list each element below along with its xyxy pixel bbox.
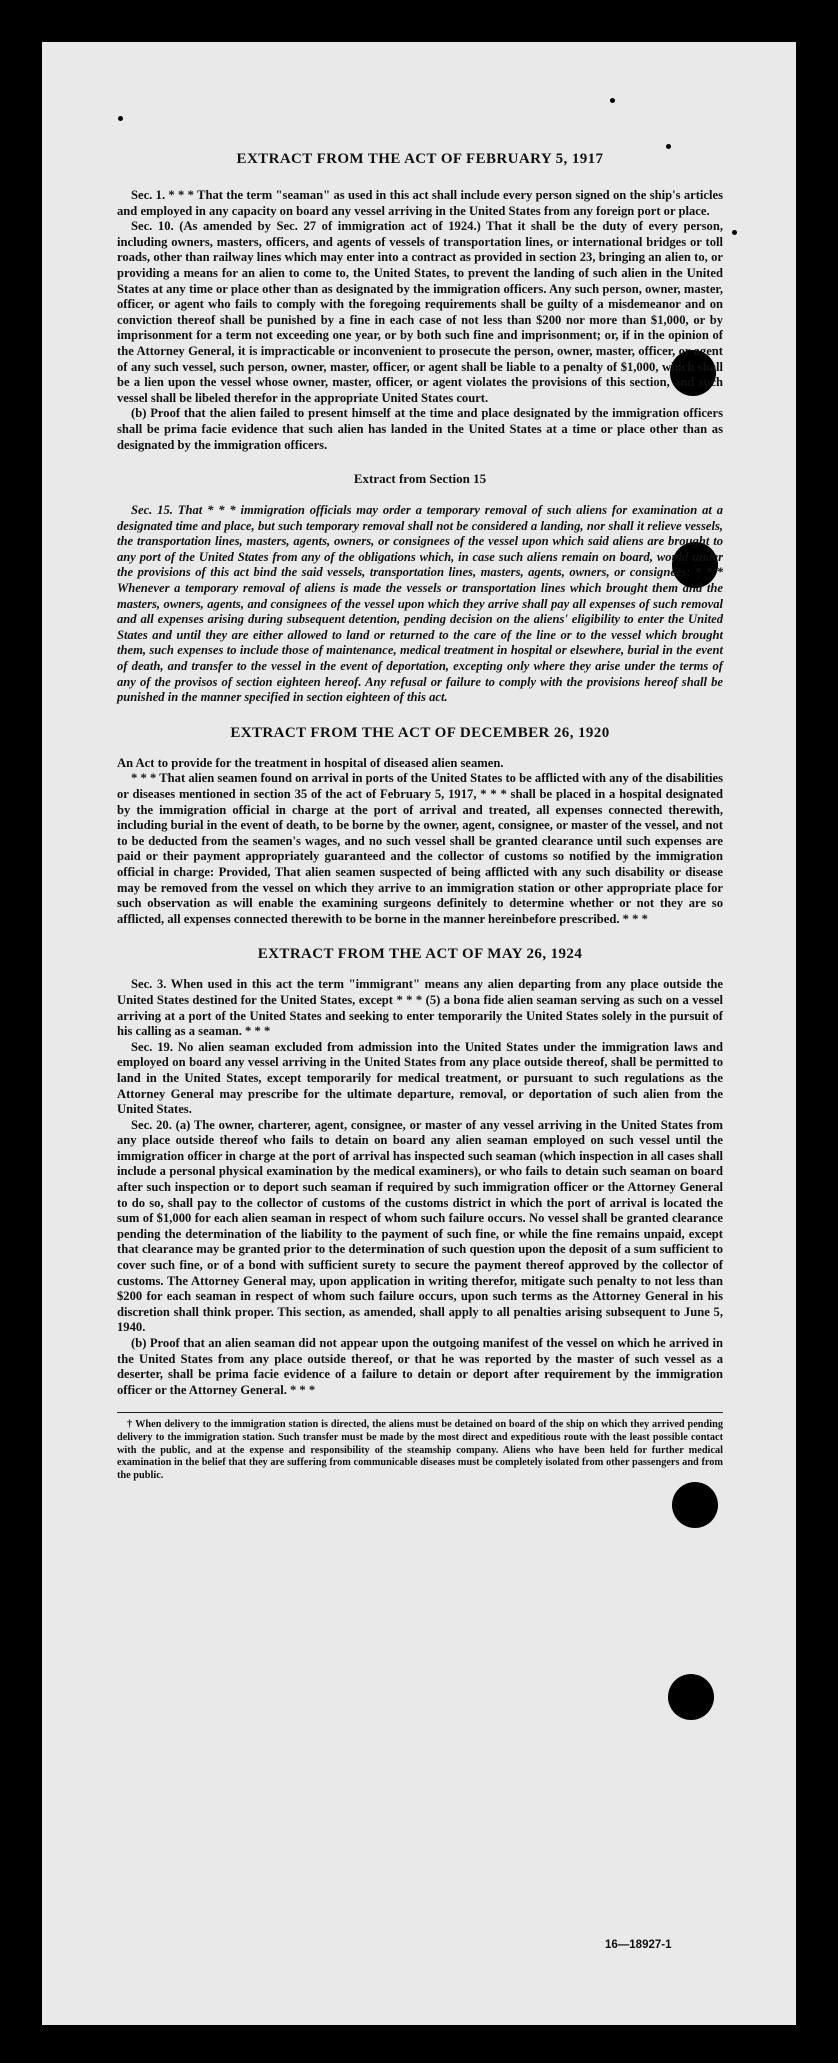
scan-speck [666,144,671,149]
document-body [117,150,723,1482]
act-1917-sec10b: (b) Proof that the alien failed to present himself at the time and place designated by the immigration officers shall be prima facie evidence that such alien has landed in the United States at a time or place other than as designated by the immigration officers. [117,406,723,452]
section-15 [117,503,723,706]
act-1917-sec1: Sec. 1. * * * That the term "seaman" as used in this act shall include every person signed on the ship's articles and employed in any capacity on board any vessel arriving in the United States from any foreign port or place. [117,188,723,218]
scan-speck [118,116,123,121]
act-1924-sec3: Sec. 3. When used in this act the term "immigrant" means any alien departing from any place outside the United States destined for the United States, except * * * (5) a bona fide alien seaman serving as such on a vessel arriving at a port of the United States and seeking to enter temporarily the United States solely in the pursuit of his calling as a seaman. * * * [117,977,723,1039]
scan-speck [732,230,737,235]
footnote [117,1419,723,1482]
act-1920-body: * * * That alien seamen found on arrival in ports of the United States to be afflicted with any of the disabilities or diseases mentioned in section 35 of the act of February 5, 1917, * * * shall be placed in a hospital designated by the immigration official in charge at the port of arrival and treated, all expenses connected therewith, including burial in the event of death, to be borne by the owner, agent, consignee, or master of the vessel, and not to be deducted from the seamen's wages, and no such vessel shall be granted clearance until such expenses are paid or their payment appropriately guaranteed and the collector of customs so notified by the immigration official in charge: Provided, That alien seamen suspected of being afflicted with any such disability or disease may be removed from the vessel on which they arrive to an immigration station or other appropriate place for such observation as will enable the examining surgeons definitely to determine whether or not they are so afflicted, all expenses connected therewith to be borne in the manner hereinbefore prescribed. * * * [117,771,723,926]
section-act-1920 [117,756,723,928]
footnote-divider [117,1412,723,1413]
footnote-text: † When delivery to the immigration station is directed, the aliens must be detained on board of the ship on which they arrived pending delivery to the immigration station. Such transfer must be made by the most direct and expeditious route with the least possible contact with the public, and at the expense and responsibility of the steamship company. Aliens who have been held for further medical examination in the belief that they are suffering from communicable diseases must be completely isolated from other passengers and from the public. [117,1419,723,1481]
act-1920-intro: An Act to provide for the treatment in hospital of diseased alien seamen. [117,755,504,770]
act-1917-sec10: Sec. 10. (As amended by Sec. 27 of immigration act of 1924.) That it shall be the duty of every person, including owners, masters, officers, and agents of vessels of transportation lines, or international bridges or toll roads, other than railway lines which may enter into a contract as provided in section 23, bringing an alien to, or providing a means for an alien to come to, the United States, to prevent the landing of such alien in the United States at any time or place other than as designated by the immigration officers. Any such person, owner, master, officer, or agent who fails to comply with the foregoing requirements shall be guilty of a misdemeanor and on conviction thereof shall be punished by a fine in each case of not less than $200 nor more than $1,000, or by imprisonment for a term not exceeding one year, or by both such fine and imprisonment; or, if in the opinion of the Attorney General, it is impracticable or inconvenient to prosecute the person, owner, master, officer, or agent of any such vessel, such person, owner, master, officer, or agent shall be liable to a penalty of $1,000, which shall be a lien upon the vessel whose owner, master, officer, or agent violates the provisions of this section, and such vessel shall be libeled therefor in the appropriate United States court. [117,219,723,405]
heading-act-1924: EXTRACT FROM THE ACT OF MAY 26, 1924 [257,946,583,963]
scan-speck [610,98,615,103]
punch-hole [668,1674,714,1720]
section-act-1917 [117,188,723,453]
heading-act-1920: EXTRACT FROM THE ACT OF DECEMBER 26, 1920 [230,724,610,741]
heading-act-1917: EXTRACT FROM THE ACT OF FEBRUARY 5, 1917 [236,151,604,167]
act-1924-sec20b: (b) Proof that an alien seaman did not appear upon the outgoing manifest of the vessel on which he arrived in the United States from any place outside thereof, or that he was reported by the master of such vessel as a deserter, shall be prima facie evidence of a failure to detain or deport after requirement by the immigration officer or the Attorney General. * * * [117,1336,723,1397]
document-page [42,42,796,2025]
section-15-text: Sec. 15. That * * * immigration officials may order a temporary removal of such aliens for examination at a designated time and place, but such temporary removal shall not be considered a landing, nor shall it relieve vessels, the transportation lines, masters, agents, owners, or consignees of the vessel upon which said aliens are brought to any port of the United States from any of the obligations which, in case such aliens remain on board, would under the provisions of this act bind the said vessels, transportation lines, masters, agents, owners, or consignees: * * * Whenever a temporary removal of aliens is made the vessels or transportation lines which brought them and the masters, owners, agents, and consignees of the vessel upon which they arrive shall pay all expenses of such removal and all expenses arising during subsequent detention, pending decision on the aliens' eligibility to enter the United States and until they are either allowed to land or returned to the care of the line or to the vessel which brought them, such expenses to include those of maintenance, medical treatment in hospital or elsewhere, burial in the event of death, and transfer to the vessel in the event of deportation, excepting only where they arise under the terms of any of the provisos of section eighteen hereof. Any refusal or failure to comply with the provisions hereof shall be punished in the manner specified in section eighteen of this act. [117,503,723,705]
act-1924-sec20a: Sec. 20. (a) The owner, charterer, agent, consignee, or master of any vessel arriving in the United States from any place outside thereof who fails to detain on board any alien seaman employed on such vessel until the immigration officer in charge at the port of arrival has inspected such seaman (which inspection in all cases shall include a personal physical examination by the medical examiners), or who fails to detain such seaman on board after such inspection or to deport such seaman if required by such immigration officer or the Attorney General to do so, shall pay to the collector of customs of the customs district in which the port of arrival is located the sum of $1,000 for each alien seaman in respect of whom such failure occurs. No vessel shall be granted clearance pending the determination of the liability to the payment of such fine, or while the fine remains unpaid, except that clearance may be granted prior to the determination of such question upon the deposit of a sum sufficient to cover such fine, or of a bond with sufficient surety to secure the payment thereof approved by the collector of customs. The Attorney General may, upon application in writing therefor, mitigate such penalty to not less than $200 for each seaman in respect of whom such failure occurs, upon such terms as the Attorney General in his discretion shall think proper. This section, as amended, shall apply to all penalties arising subsequent to June 5, 1940. [117,1117,723,1335]
section-act-1924 [117,977,723,1398]
punch-hole [672,1482,718,1528]
heading-section-15: Extract from Section 15 [353,471,487,487]
act-1924-sec19: Sec. 19. No alien seaman excluded from admission into the United States under the immigration laws and employed on board any vessel arriving in the United States from any place outside thereof, shall be permitted to land in the United States, except temporarily for medical treatment, or pursuant to such regulations as the Attorney General may prescribe for the ultimate departure, removal, or deportation of such alien from the United States. [117,1039,723,1117]
document-number: 16—18927-1 [605,1939,672,1951]
